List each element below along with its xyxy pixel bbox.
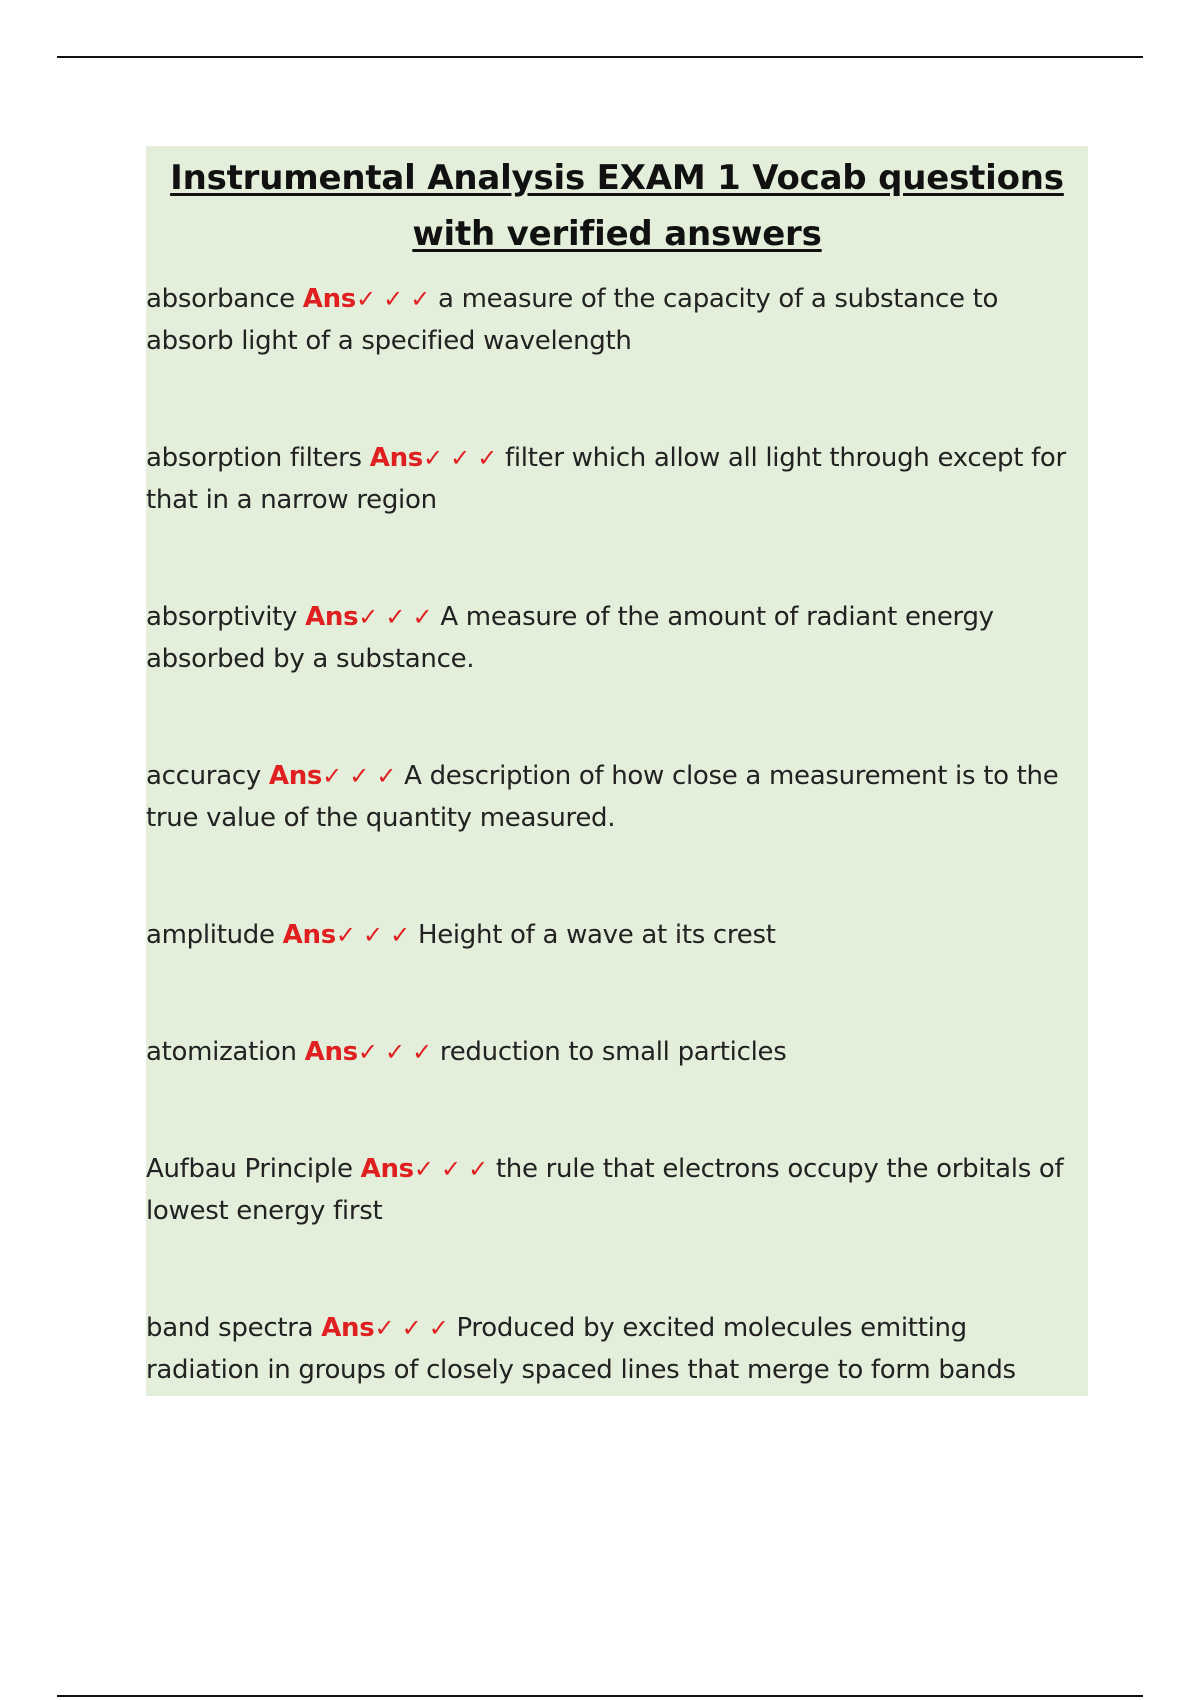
vocab-definition: Produced by excited molecules emitting radiation in groups of closely spaced lines that merge to form bands (146, 1313, 1016, 1385)
answer-marker: Ans (321, 1313, 375, 1343)
vocab-definition: filter which allow all light through except for that in a narrow region (146, 443, 1066, 515)
answer-marker: Ans (305, 602, 359, 632)
vocab-term: Aufbau Principle (146, 1154, 353, 1184)
document-title: Instrumental Analysis EXAM 1 Vocab questions with verified answers (170, 158, 1064, 254)
vocab-term: amplitude (146, 920, 275, 950)
answer-marker: Ans (369, 443, 423, 473)
vocab-entry (146, 278, 1088, 362)
vocab-entry (146, 914, 1088, 956)
top-rule (57, 56, 1143, 58)
check-marks-icon: ✓ ✓ ✓ (357, 1038, 432, 1066)
vocab-term: atomization (146, 1037, 297, 1067)
check-marks-icon: ✓ ✓ ✓ (374, 1314, 449, 1342)
answer-marker: Ans (268, 761, 323, 791)
vocab-list (146, 278, 1088, 1391)
answer-marker: Ans (360, 1154, 414, 1184)
answer-marker: Ans (304, 1037, 358, 1067)
vocab-definition: reduction to small particles (439, 1037, 787, 1067)
answer-marker: Ans (302, 284, 356, 314)
check-marks-icon: ✓ ✓ ✓ (358, 603, 433, 631)
vocab-definition: a measure of the capacity of a substance to absorb light of a specified wavelength (146, 284, 999, 356)
vocab-entry (146, 1307, 1088, 1391)
vocab-definition: A measure of the amount of radiant energy absorbed by a substance. (146, 602, 994, 674)
vocab-term: accuracy (146, 761, 261, 791)
answer-marker: Ans (282, 920, 336, 950)
vocab-definition: A description of how close a measurement is to the true value of the quantity measured. (146, 761, 1059, 833)
vocab-entry (146, 1031, 1088, 1073)
check-marks-icon: ✓ ✓ ✓ (413, 1155, 488, 1183)
vocab-entry (146, 755, 1088, 839)
vocab-definition: the rule that electrons occupy the orbitals of lowest energy first (146, 1154, 1064, 1226)
bottom-rule (57, 1695, 1143, 1697)
vocab-definition: Height of a wave at its crest (417, 920, 776, 950)
vocab-term: absorption filters (146, 443, 362, 473)
content-panel (146, 146, 1088, 1396)
vocab-entry (146, 596, 1088, 680)
vocab-term: band spectra (146, 1313, 314, 1343)
check-marks-icon: ✓ ✓ ✓ (355, 285, 431, 313)
vocab-entry (146, 437, 1088, 521)
vocab-entry (146, 1148, 1088, 1232)
vocab-term: absorbance (146, 284, 295, 314)
check-marks-icon: ✓ ✓ ✓ (322, 762, 397, 790)
check-marks-icon: ✓ ✓ ✓ (422, 444, 498, 472)
vocab-term: absorptivity (146, 602, 298, 632)
check-marks-icon: ✓ ✓ ✓ (335, 921, 410, 949)
